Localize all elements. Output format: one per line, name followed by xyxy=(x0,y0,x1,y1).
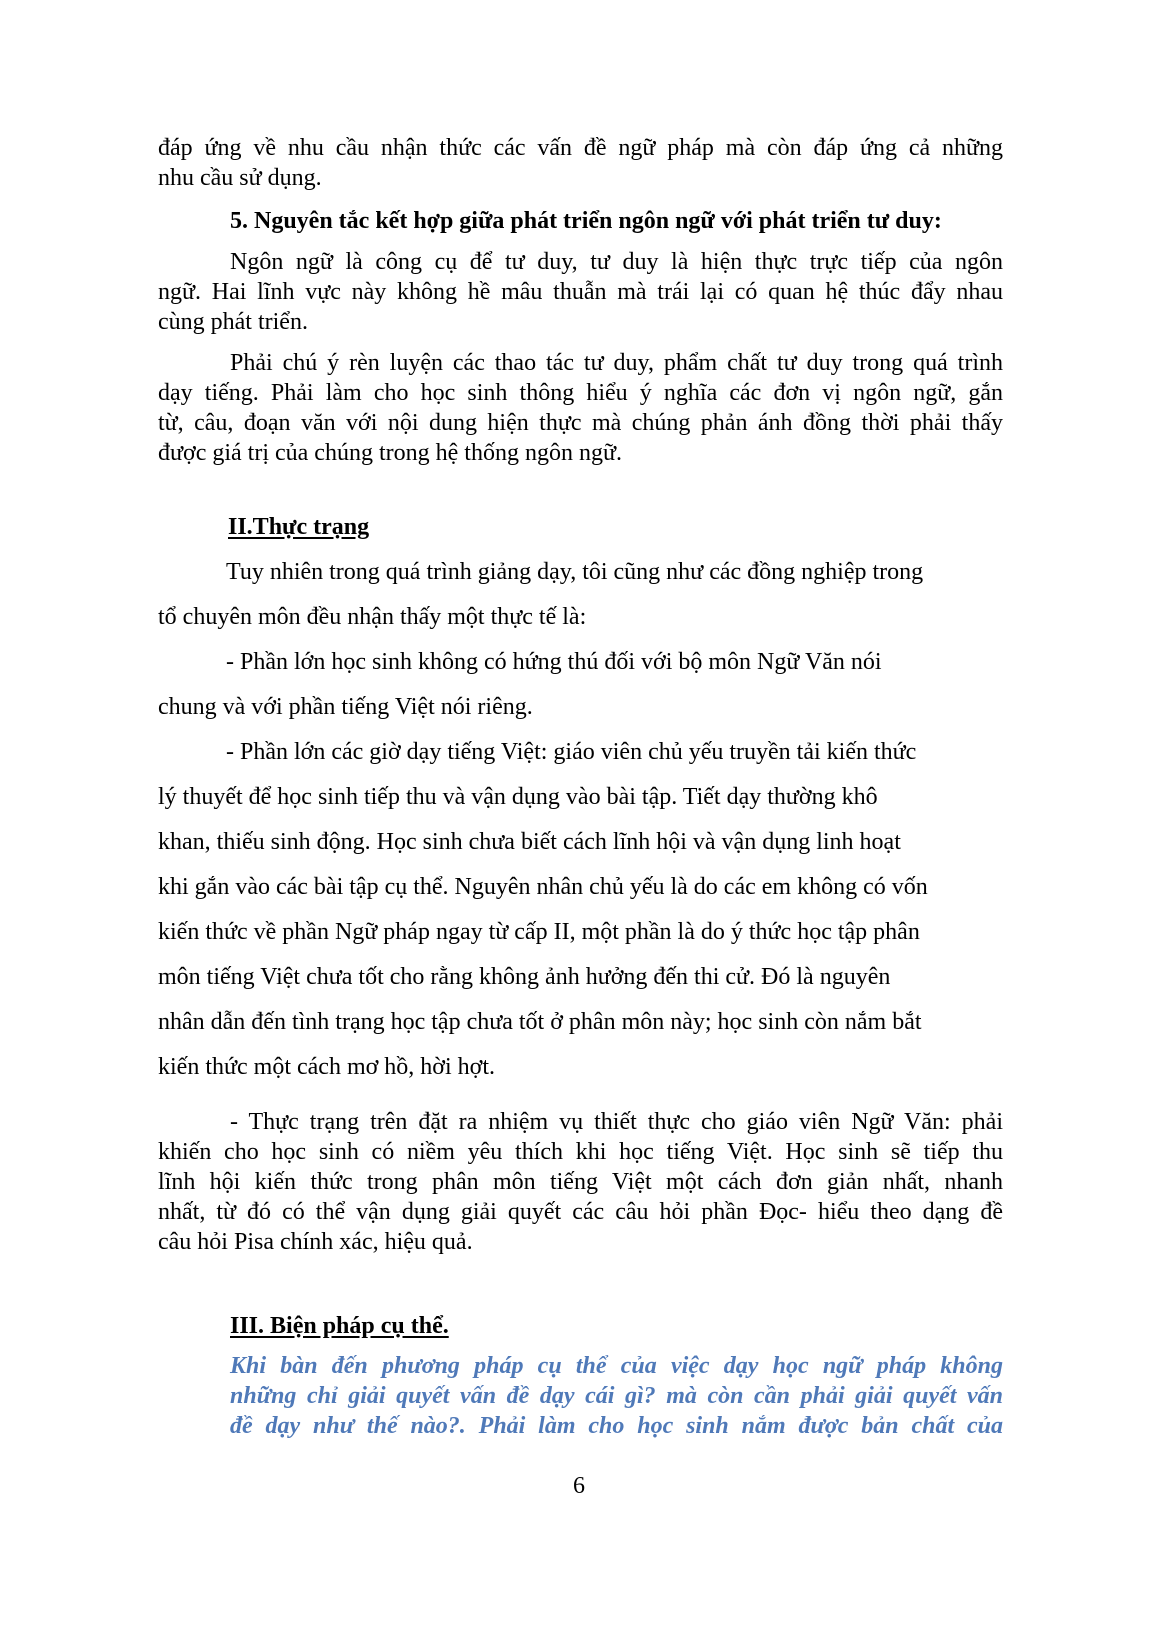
text-line: câu hỏi Pisa chính xác, hiệu quả. xyxy=(158,1229,473,1255)
section-3-emphasis xyxy=(230,1351,1003,1441)
text-line: ngữ. Hai lĩnh vực này không hề mâu thuẫn mà trái lại có quan hệ thúc đẩy nhau xyxy=(158,279,1003,305)
text-line: những chỉ giải quyết vấn đề dạy cái gì? mà còn cần phải giải quyết vấn xyxy=(230,1383,1003,1409)
text-line: khi gắn vào các bài tập cụ thể. Nguyên nhân chủ yếu là do các em không có vốn xyxy=(158,874,928,900)
section-2-heading: II.Thực trạng xyxy=(228,514,370,540)
text-line: chung và với phần tiếng Việt nói riêng. xyxy=(158,694,533,720)
section-2-item-1 xyxy=(158,640,1003,730)
text-line: khan, thiếu sinh động. Học sinh chưa biết cách lĩnh hội và vận dụng linh hoạt xyxy=(158,829,901,855)
text-line: tổ chuyên môn đều nhận thấy một thực tế là: xyxy=(158,604,587,630)
text-line: Tuy nhiên trong quá trình giảng dạy, tôi cũng như các đồng nghiệp trong xyxy=(226,559,924,585)
principle-5-heading: 5. Nguyên tắc kết hợp giữa phát triển ngôn ngữ với phát triển tư duy: xyxy=(230,208,942,234)
text-line: lý thuyết để học sinh tiếp thu và vận dụng vào bài tập. Tiết dạy thường khô xyxy=(158,784,878,810)
text-line: kiến thức một cách mơ hồ, hời hợt. xyxy=(158,1054,496,1080)
principle-5-paragraph-2 xyxy=(158,348,1003,468)
text-line: Ngôn ngữ là công cụ để tư duy, tư duy là hiện thực trực tiếp của ngôn xyxy=(230,249,1003,275)
section-2-intro xyxy=(158,550,1003,640)
text-line: - Phần lớn các giờ dạy tiếng Việt: giáo viên chủ yếu truyền tải kiến thức xyxy=(226,739,917,765)
text-line: dạy tiếng. Phải làm cho học sinh thông hiểu ý nghĩa các đơn vị ngôn ngữ, gắn xyxy=(158,380,1003,406)
section-2-item-3 xyxy=(158,1107,1003,1257)
text-line: - Thực trạng trên đặt ra nhiệm vụ thiết thực cho giáo viên Ngữ Văn: phải xyxy=(230,1109,1003,1135)
paragraph-continued xyxy=(158,133,1003,193)
text-line: đáp ứng về nhu cầu nhận thức các vấn đề ngữ pháp mà còn đáp ứng cả những xyxy=(158,135,1003,161)
text-line: lĩnh hội kiến thức trong phân môn tiếng Việt một cách đơn giản nhất, nhanh xyxy=(158,1169,1003,1195)
text-line: nhất, từ đó có thể vận dụng giải quyết các câu hỏi phần Đọc- hiểu theo dạng đề xyxy=(158,1199,1003,1225)
section-2-item-2 xyxy=(158,730,1003,1090)
page-number: 6 xyxy=(573,1473,585,1499)
text-line: đề dạy như thế nào?. Phải làm cho học sinh nắm được bản chất của xyxy=(230,1413,1003,1439)
principle-5-paragraph-1 xyxy=(158,247,1003,337)
text-line: khiến cho học sinh có niềm yêu thích khi học tiếng Việt. Học sinh sẽ tiếp thu xyxy=(158,1139,1003,1165)
text-line: kiến thức về phần Ngữ pháp ngay từ cấp II, một phần là do ý thức học tập phân xyxy=(158,919,920,945)
text-line: - Phần lớn học sinh không có hứng thú đối với bộ môn Ngữ Văn nói xyxy=(226,649,882,675)
text-line: môn tiếng Việt chưa tốt cho rằng không ảnh hưởng đến thi cử. Đó là nguyên xyxy=(158,964,891,990)
text-line: Khi bàn đến phương pháp cụ thể của việc dạy học ngữ pháp không xyxy=(230,1353,1003,1379)
text-line: nhân dẫn đến tình trạng học tập chưa tốt ở phân môn này; học sinh còn nắm bắt xyxy=(158,1009,922,1035)
text-line: được giá trị của chúng trong hệ thống ngôn ngữ. xyxy=(158,440,622,466)
text-line: cùng phát triển. xyxy=(158,309,308,335)
text-line: nhu cầu sử dụng. xyxy=(158,165,322,191)
text-line: từ, câu, đoạn văn với nội dung hiện thực mà chúng phản ánh đồng thời phải thấy xyxy=(158,410,1003,436)
text-line: Phải chú ý rèn luyện các thao tác tư duy, phẩm chất tư duy trong quá trình xyxy=(230,350,1003,376)
section-3-heading: III. Biện pháp cụ thể. xyxy=(230,1313,449,1339)
